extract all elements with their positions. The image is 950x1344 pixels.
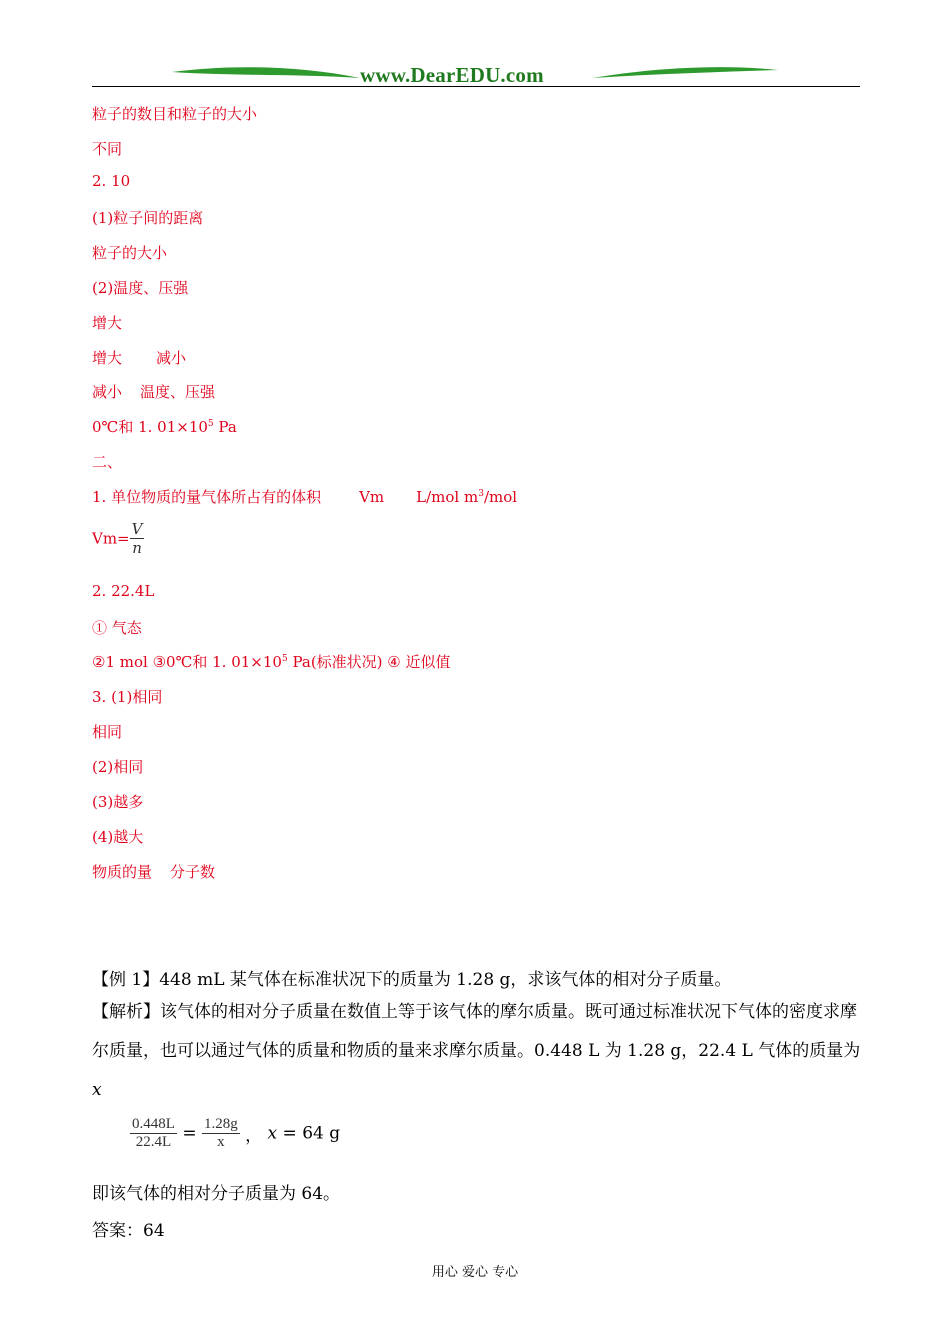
- equation-result: = 64 g: [277, 1123, 341, 1144]
- answer-line-12-unit-tail: /mol: [483, 488, 518, 506]
- answer-line-3: 2. 10: [92, 172, 131, 190]
- site-logo: www.DearEDU.com: [360, 63, 544, 87]
- example-conclusion: 即该气体的相对分子质量为 64。: [92, 1184, 341, 1204]
- answer-line-22-part-b: 分子数: [170, 863, 216, 881]
- fraction-denominator: x: [217, 1134, 225, 1150]
- equation-fraction-left: [130, 1116, 177, 1151]
- example-analysis: [92, 993, 862, 1110]
- answer-line-12-symbol: Vm: [359, 488, 385, 506]
- answer-line-8: [92, 347, 186, 368]
- answer-line-2: 不同: [92, 140, 123, 158]
- fraction-denominator: 22.4L: [135, 1134, 172, 1150]
- answer-line-12-unit: L/mol m: [416, 488, 479, 506]
- answer-line-9: [92, 381, 215, 402]
- exponent: 5: [281, 654, 288, 664]
- answer-line-15: ① 气态: [92, 619, 142, 637]
- page-header: [92, 60, 860, 90]
- page-footer: 用心 爱心 专心: [431, 1265, 519, 1280]
- answer-line-13-formula: [92, 520, 144, 557]
- example-answer: 答案：64: [92, 1221, 165, 1241]
- equals-sign: =: [176, 1123, 202, 1144]
- answer-line-21: (4)越大: [92, 828, 144, 846]
- example-question: 【例 1】448 mL 某气体在标准状况下的质量为 1.28 g，求该气体的相对分子质量。: [92, 970, 732, 990]
- header-divider: [92, 86, 860, 87]
- answer-line-9-part-a: 减小: [92, 383, 123, 401]
- answer-line-14: 2. 22.4L: [92, 582, 155, 600]
- exponent: 3: [478, 489, 484, 499]
- answer-line-4: (1)粒子间的距离: [92, 209, 204, 227]
- analysis-variable: x: [92, 1080, 102, 1100]
- fraction-numerator: 0.448L: [132, 1116, 175, 1132]
- answer-line-18: 相同: [92, 723, 123, 741]
- answer-line-7: 增大: [92, 314, 123, 332]
- fraction-numerator: V: [131, 520, 143, 538]
- answer-line-10: [92, 416, 237, 437]
- answer-line-8-part-b: 减小: [156, 349, 187, 367]
- answer-line-22: [92, 861, 215, 882]
- answer-line-10-text: 0℃和 1. 01×10: [92, 418, 208, 436]
- answer-line-16-text: ②1 mol ③0℃和 1. 01×10: [92, 653, 282, 671]
- equation-fraction-right: [202, 1116, 240, 1151]
- exponent: 5: [207, 419, 214, 429]
- analysis-text: 【解析】该气体的相对分子质量在数值上等于该气体的摩尔质量。既可通过标准状况下气体的密度求摩尔质量，也可以通过气体的质量和物质的量来求摩尔质量。0.448 L 为 1.28 g，22.4 L 气体的质量为: [92, 1002, 861, 1061]
- answer-line-17: 3. (1)相同: [92, 688, 163, 706]
- formula-fraction: [130, 520, 145, 557]
- formula-lhs: Vm=: [92, 529, 130, 548]
- example-equation: [130, 1116, 340, 1151]
- fraction-denominator: n: [132, 539, 142, 557]
- answer-line-16: [92, 651, 451, 672]
- answer-line-1: 粒子的数目和粒子的大小: [92, 105, 258, 123]
- fraction-numerator: 1.28g: [203, 1116, 238, 1132]
- answer-line-8-part-a: 增大: [92, 349, 123, 367]
- equation-variable: x: [267, 1123, 278, 1144]
- answer-line-6: (2)温度、压强: [92, 279, 189, 297]
- section-heading-2: 二、: [92, 453, 123, 471]
- answer-line-19: (2)相同: [92, 758, 144, 776]
- answer-line-20: (3)越多: [92, 793, 144, 811]
- answer-line-12-definition: 1. 单位物质的量气体所占有的体积: [92, 488, 322, 506]
- answer-line-16-tail: Pa(标准状况) ④ 近似值: [287, 653, 451, 671]
- answer-line-10-unit: Pa: [213, 418, 237, 436]
- answer-line-12: [92, 486, 517, 507]
- answer-line-9-part-b: 温度、压强: [140, 383, 216, 401]
- equation-separator: ，: [239, 1126, 268, 1146]
- answer-line-5: 粒子的大小: [92, 244, 168, 262]
- answer-line-22-part-a: 物质的量: [92, 863, 153, 881]
